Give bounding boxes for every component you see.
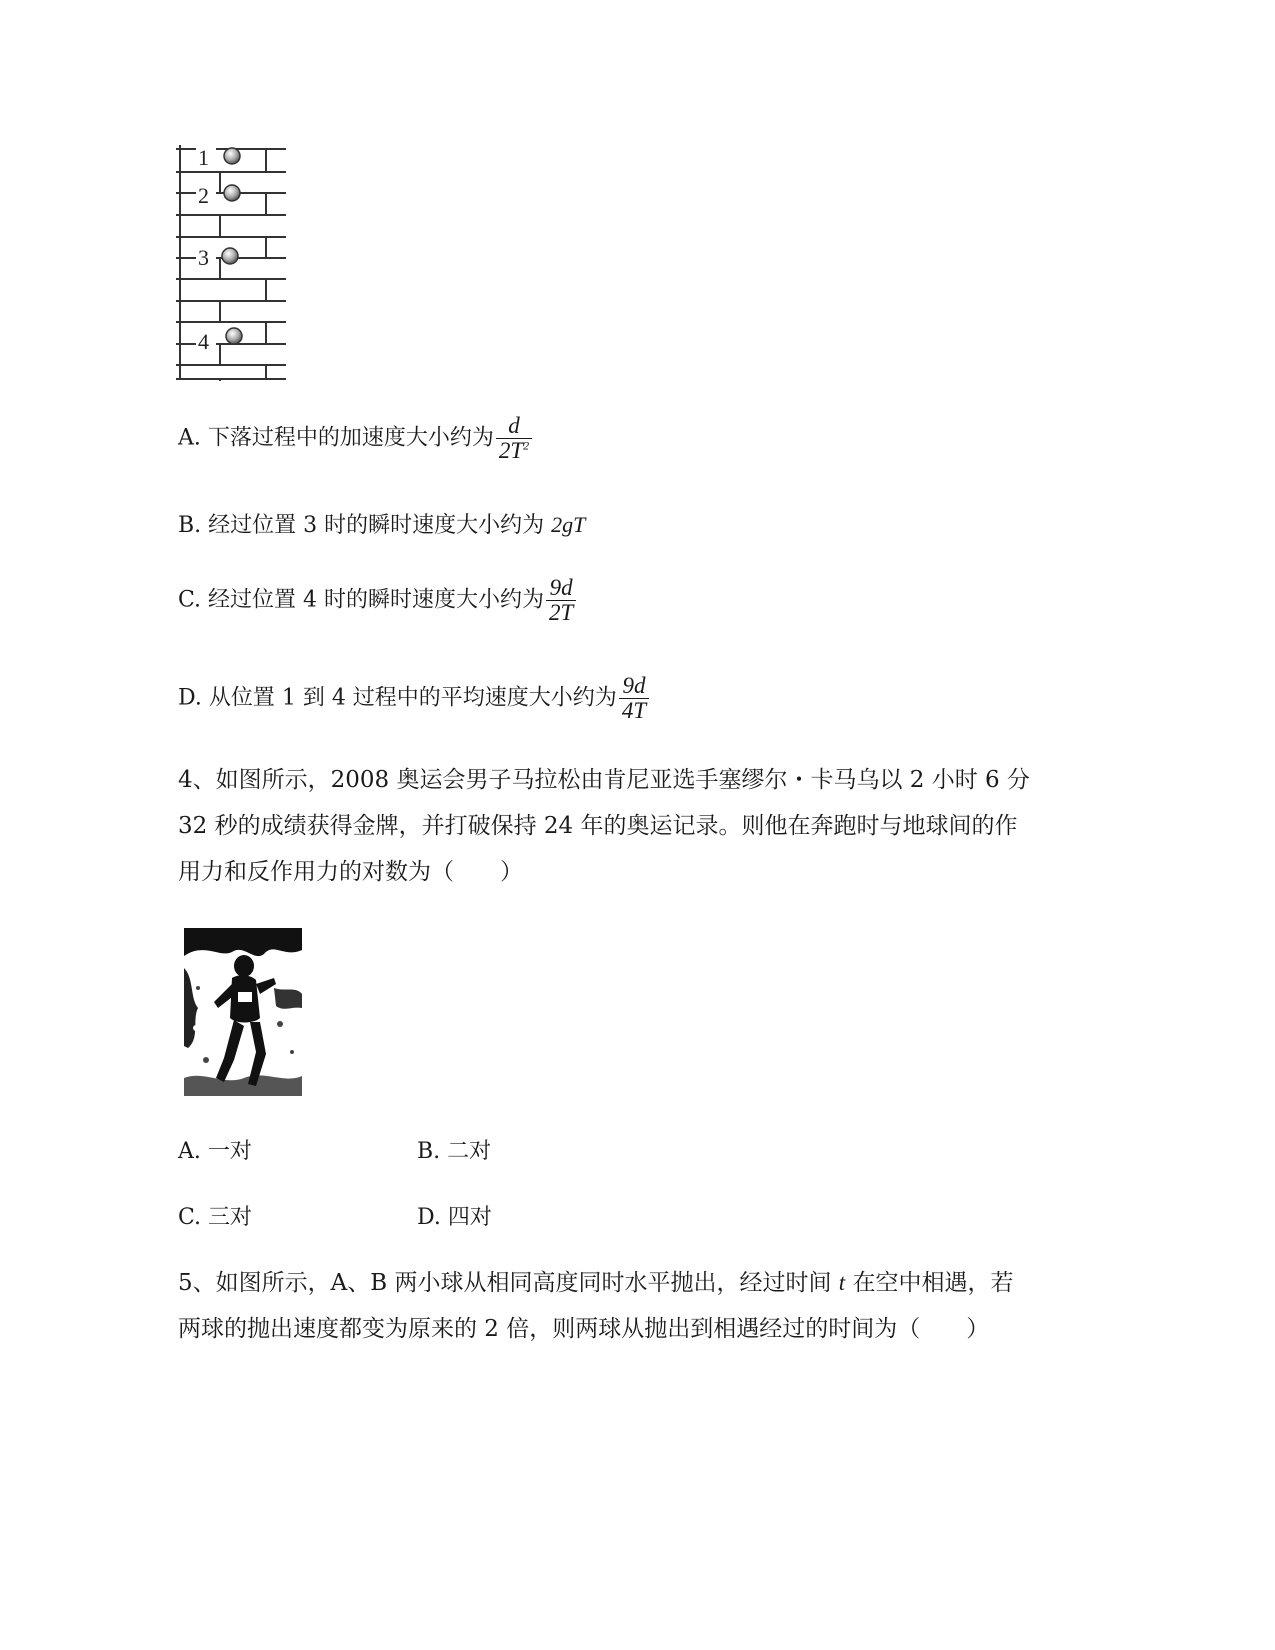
- q4-option-d: D. 四对: [417, 1205, 492, 1230]
- q4-option-b: B. 二对: [417, 1139, 492, 1164]
- brick-wall-diagram: [176, 145, 288, 381]
- q4-option-a: A. 一对: [178, 1139, 252, 1164]
- q3-option-b: [178, 510, 585, 541]
- fraction-denominator: 4T: [619, 698, 649, 723]
- ball-1: [224, 148, 240, 164]
- ball-4: [226, 328, 242, 344]
- fraction-d-over-2T2: [496, 414, 532, 463]
- q4-line-2: 32 秒的成绩获得金牌，并打破保持 24 年的奥运记录。则他在奔跑时与地球间的作: [178, 813, 1018, 839]
- q3-option-d: [178, 674, 649, 723]
- q4-line-1: 4、如图所示，2008 奥运会男子马拉松由肯尼亚选手塞缪尔・卡马乌以 2 小时 6 分: [178, 767, 1030, 793]
- marathon-runner-photo: [184, 928, 302, 1096]
- fraction-denominator: $2T^2$: [496, 438, 532, 463]
- ball-label-1: 1: [198, 145, 209, 170]
- q3-option-a-text: A. 下落过程中的加速度大小约为: [178, 425, 494, 451]
- ball-2: [224, 185, 240, 201]
- q3-option-c: [178, 576, 576, 625]
- q3-option-c-text: C. 经过位置 4 时的瞬时速度大小约为: [178, 587, 545, 613]
- runner-image: [184, 928, 302, 1096]
- brick-wall-figure: [176, 145, 288, 381]
- q3-option-d-text: D. 从位置 1 到 4 过程中的平均速度大小约为: [178, 685, 617, 711]
- q5-question: [178, 1260, 1078, 1352]
- fraction-denominator: 2T: [546, 600, 576, 625]
- fraction-numerator: 9d: [622, 673, 646, 698]
- ball-3: [222, 248, 238, 264]
- ball-label-3: 3: [198, 245, 209, 270]
- q4-option-c: C. 三对: [178, 1205, 253, 1230]
- ball-label-4: 4: [198, 329, 209, 354]
- math-2gT: 2gT: [551, 512, 586, 537]
- fraction-numerator: 9d: [549, 575, 573, 600]
- fraction-9d-over-2T: [546, 576, 576, 625]
- ball-label-2: 2: [198, 183, 209, 208]
- math-var-t: t: [838, 1270, 846, 1295]
- q5-line-2: 两球的抛出速度都变为原来的 2 倍，则两球从抛出到相遇经过的时间为（ ）: [178, 1316, 990, 1342]
- q4-question: [178, 757, 1078, 895]
- q3-option-a: [178, 414, 532, 463]
- q4-line-3: 用力和反作用力的对数为（ ）: [178, 859, 523, 885]
- q3-option-b-text: B. 经过位置 3 时的瞬时速度大小约为: [178, 513, 552, 538]
- q5-line-1: 5、如图所示，A、B 两小球从相同高度同时水平抛出，经过时间 t 在空中相遇，若: [178, 1270, 1014, 1296]
- fraction-numerator: d: [508, 413, 520, 438]
- fraction-9d-over-4T: [619, 674, 649, 723]
